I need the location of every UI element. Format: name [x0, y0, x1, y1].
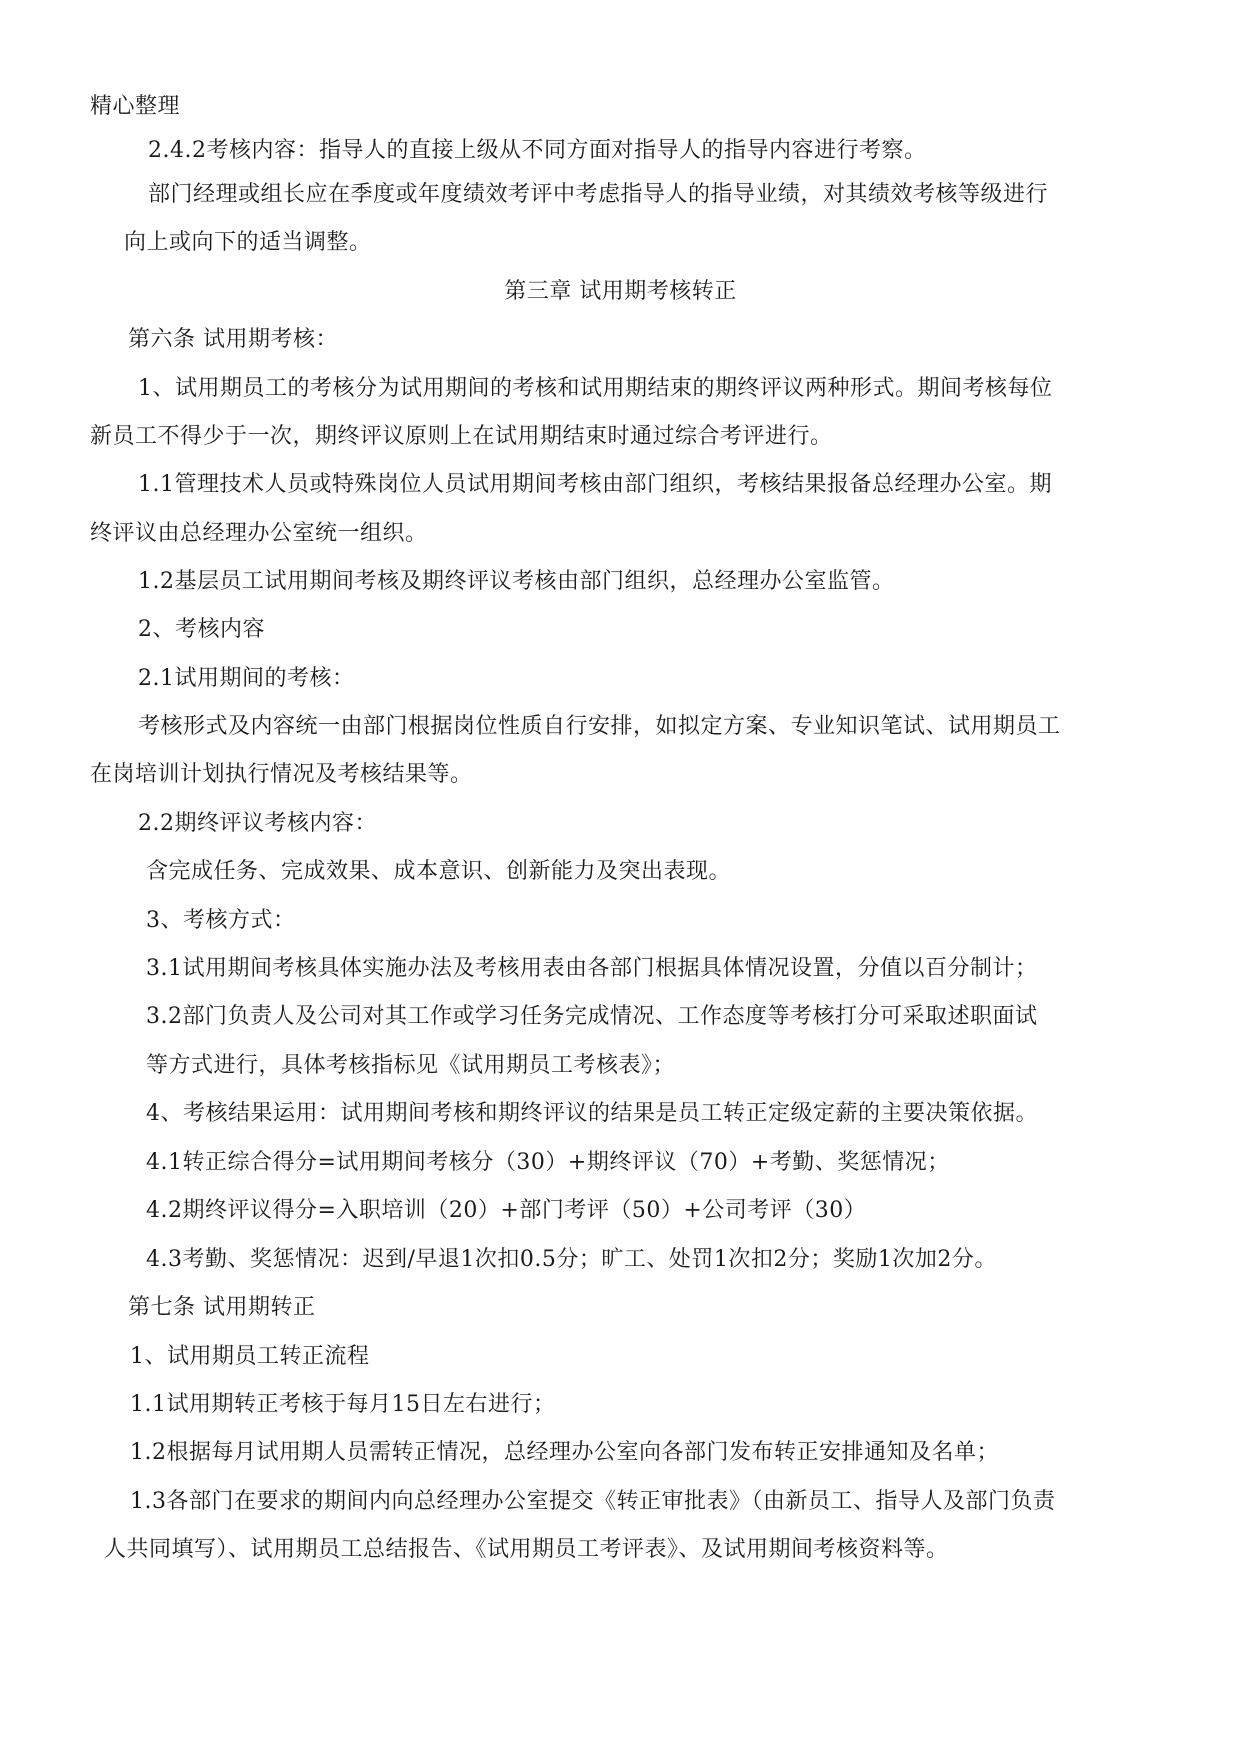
- paragraph-line: 4、考核结果运用：试用期间考核和期终评议的结果是员工转正定级定薪的主要决策依据。: [146, 1101, 1039, 1126]
- paragraph-line: 部门经理或组长应在季度或年度绩效考评中考虑指导人的指导业绩，对其绩效考核等级进行: [148, 182, 1049, 207]
- chapter-title: 第三章 试用期考核转正: [504, 279, 737, 304]
- paragraph-line: 等方式进行，具体考核指标见《试用期员工考核表》；: [146, 1053, 676, 1078]
- paragraph-line: 终评议由总经理办公室统一组织。: [90, 521, 428, 546]
- paragraph-line: 1.2基层员工试用期间考核及期终评议考核由部门组织，总经理办公室监管。: [138, 569, 895, 594]
- paragraph-line: 3、考核方式：: [146, 908, 296, 933]
- paragraph-line: 4.1转正综合得分=试用期间考核分（30）+期终评议（70）+考勤、奖惩情况；: [146, 1150, 950, 1175]
- paragraph-line: 1.1管理技术人员或特殊岗位人员试用期间考核由部门组织，考核结果报备总经理办公室。期: [138, 472, 1052, 497]
- paragraph-line: 1.2根据每月试用期人员需转正情况，总经理办公室向各部门发布转正安排通知及名单；: [130, 1440, 999, 1465]
- article-heading: 第六条 试用期考核：: [128, 327, 338, 352]
- paragraph-line: 1.3各部门在要求的期间内向总经理办公室提交《转正审批表》（由新员工、指导人及部门负责: [130, 1489, 1056, 1514]
- article-heading: 第七条 试用期转正: [128, 1295, 316, 1320]
- paragraph-line: 3.1试用期间考核具体实施办法及考核用表由各部门根据具体情况设置，分值以百分制计；: [146, 956, 1038, 981]
- paragraph-line: 2.4.2考核内容：指导人的直接上级从不同方面对指导人的指导内容进行考察。: [148, 138, 927, 163]
- paragraph-line: 向上或向下的适当调整。: [124, 230, 372, 255]
- page-header: 精心整理: [90, 94, 181, 119]
- paragraph-line: 1、试用期员工转正流程: [130, 1344, 370, 1369]
- paragraph-line: 3.2部门负责人及公司对其工作或学习任务完成情况、工作态度等考核打分可采取述职面试: [146, 1004, 1038, 1029]
- paragraph-line: 4.2期终评议得分=入职培训（20）+部门考评（50）+公司考评（30）: [146, 1198, 867, 1223]
- paragraph-line: 考核形式及内容统一由部门根据岗位性质自行安排，如拟定方案、专业知识笔试、试用期员工: [138, 714, 1061, 739]
- paragraph-line: 2、考核内容: [138, 617, 265, 642]
- paragraph-line: 1、试用期员工的考核分为试用期间的考核和试用期结束的期终评议两种形式。期间考核每位: [138, 376, 1053, 401]
- paragraph-line: 在岗培训计划执行情况及考核结果等。: [90, 762, 473, 787]
- paragraph-line: 新员工不得少于一次，期终评议原则上在试用期结束时通过综合考评进行。: [90, 424, 833, 449]
- paragraph-line: 含完成任务、完成效果、成本意识、创新能力及突出表现。: [146, 859, 732, 884]
- paragraph-line: 2.1试用期间的考核：: [138, 666, 355, 691]
- paragraph-line: 人共同填写）、试用期员工总结报告、《试用期员工考评表》、及试用期间考核资料等。: [104, 1537, 949, 1562]
- paragraph-line: 1.1试用期转正考核于每月15日左右进行；: [130, 1392, 556, 1417]
- paragraph-line: 2.2期终评议考核内容：: [138, 811, 377, 836]
- paragraph-line: 4.3考勤、奖惩情况：迟到/早退1次扣0.5分；旷工、处罚1次扣2分；奖励1次加2分。: [146, 1247, 997, 1272]
